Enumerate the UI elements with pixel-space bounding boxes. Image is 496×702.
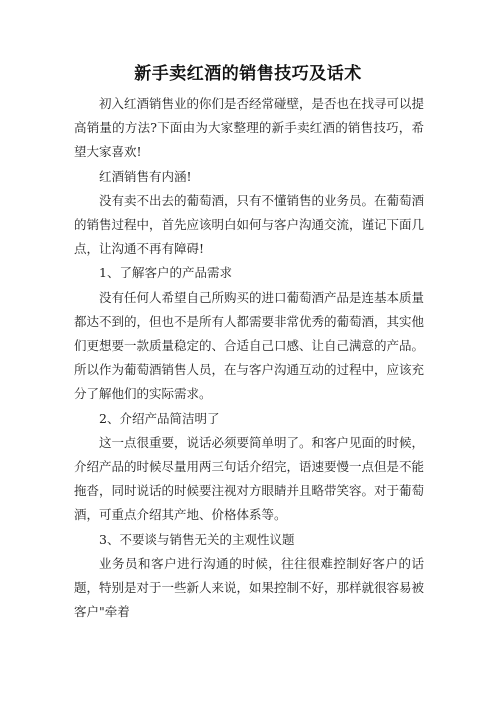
body-paragraph: 没有任何人希望自己所购买的进口葡萄酒产品是连基本质量都达不到的，但也不是所有人都需要非常优秀的葡萄酒，其实他们更想要一款质量稳定的、合适自己口感、让自己满意的产品。所以作为葡萄酒销售人员，在与客户沟通互动的过程中，应该充分了解他们的实际需求。 [74,289,425,402]
section-heading: 2、介绍产品简洁明了 [99,410,220,426]
document-title: 新手卖红酒的销售技巧及话术 [134,64,362,84]
document-body [74,92,424,624]
section-heading: 1、了解客户的产品需求 [99,265,232,281]
body-paragraph: 这一点很重要，说话必须要简单明了。和客户见面的时候，介绍产品的时候尽量用两三句话介绍完，语速要慢一点但是不能拖沓，同时说话的时候要注视对方眼睛并且略带笑容。对于葡萄酒，可重点介绍其产地、价格体系等。 [74,434,425,523]
body-paragraph: 没有卖不出去的葡萄酒，只有不懂销售的业务员。在葡萄酒的销售过程中，首先应该明白如何与客户沟通交流，谨记下面几点，让沟通不再有障碍! [74,192,425,257]
intro-paragraph: 初入红酒销售业的你们是否经常碰壁，是否也在找寻可以提高销量的方法?下面由为大家整理的新手卖红酒的销售技巧，希望大家喜欢! [74,96,425,160]
section-heading: 3、不要谈与销售无关的主观性议题 [99,531,295,547]
body-paragraph: 业务员和客户进行沟通的时候，往往很难控制好客户的话题，特别是对于一些新人来说，如果控制不好，那样就很容易被客户"牵着 [74,555,425,620]
section-heading: 红酒销售有内涵! [99,168,192,184]
